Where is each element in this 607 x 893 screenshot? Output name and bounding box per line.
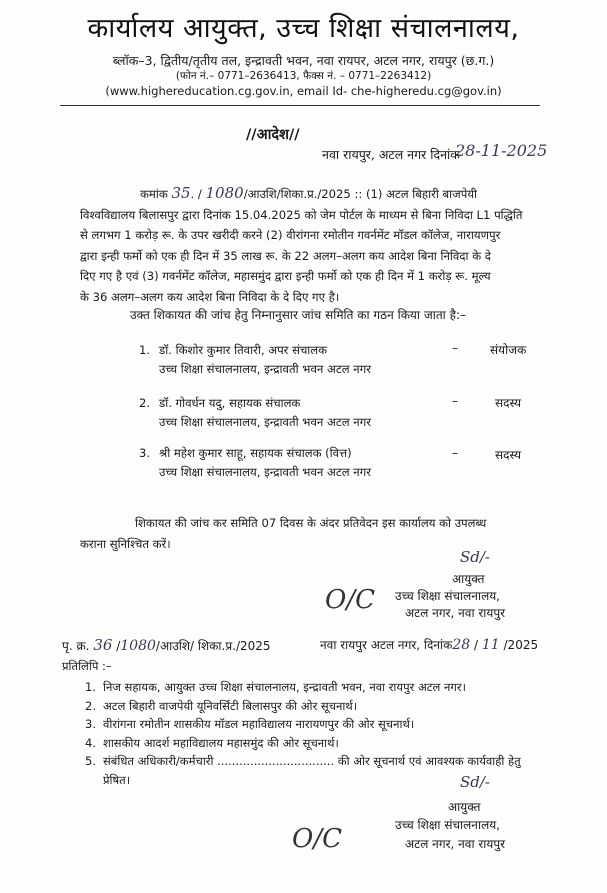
copy-to-number: 4. xyxy=(85,735,96,750)
office-phone-fax: (फोन नं.– 0771–2636413, फैक्स नं. – 0771–2263412) xyxy=(175,70,432,82)
order-body-line: विश्वविद्यालय बिलासपुर द्वारा दिनांक 15.04.2025 को जेम पोर्टल के माध्यम से बिना निविदा L1 पद्धिति xyxy=(80,207,523,222)
copy-to-text: संबंधित अधिकारी/कर्मचारी ................................ की ओर सूचनार्थ एवं आवश्यक कार्यवाही हेतु xyxy=(103,754,521,769)
copy-to-continuation: प्रेषित। xyxy=(103,772,131,787)
endorsement-no-handwritten-2: 1080 xyxy=(120,638,156,654)
committee-member xyxy=(139,444,371,482)
closing-line: शिकायत की जांच कर समिति 07 दिवस के अंदर प्रतिवेदन इस कार्यालय को उपलब्ध xyxy=(135,516,487,530)
endorsement-number-line: पृ. क्र. 36 /1080/आउशि/ शिका.प्र./2025 xyxy=(62,636,271,654)
copy-to-number: 3. xyxy=(85,717,96,732)
order-body xyxy=(80,183,546,307)
endorsement-date-label: नवा रायपुर अटल नगर, दिनांक xyxy=(320,638,453,652)
copy-to-number: 5. xyxy=(85,754,96,769)
committee-member xyxy=(139,394,371,432)
signature-scrawl: Sd/- xyxy=(460,773,490,791)
oc-mark: O/C xyxy=(292,824,342,854)
committee-intro: उक्त शिकायत की जांच हेतु निम्नानुसार जांच समिति का गठन किया जाता है:– xyxy=(130,308,467,322)
copy-to-list xyxy=(85,678,521,790)
endorsement-no-handwritten-1: 36 xyxy=(93,636,113,654)
signatory-designation: आयुक्त xyxy=(448,800,481,814)
signatory-designation: आयुक्त xyxy=(452,572,485,586)
order-no-label: कमांक xyxy=(140,187,168,201)
signatory-place: अटल नगर, नवा रायपुर xyxy=(405,837,506,851)
endorsement-date-month: 11 xyxy=(481,637,500,653)
endorsement-date-day: 28 xyxy=(452,637,471,653)
committee-member xyxy=(139,341,371,379)
order-date-handwritten: 28-11-2025 xyxy=(455,141,548,160)
closing-line: कराना सुनिश्चित करें। xyxy=(80,537,171,551)
copy-to-text: अटल बिहारी वाजपेयी यूनिवर्सिटी बिलासपुर की ओर सूचनार्थ। xyxy=(103,698,358,713)
copy-to-item xyxy=(85,697,521,716)
member-role: सदस्य xyxy=(495,396,522,410)
order-date-label: नवा रायपुर, अटल नगर दिनांक xyxy=(322,147,460,162)
header-divider xyxy=(60,105,540,106)
order-body-line: के 36 अलग–अलग कय आदेश बिना निविदा के दे दिए गए है। xyxy=(80,289,340,304)
order-no-separator: . xyxy=(190,187,195,201)
copy-to-text: शासकीय आदर्श महाविद्यालय महासमुंद की ओर सूचनार्थ। xyxy=(103,735,339,750)
copy-to-item xyxy=(85,752,521,771)
member-role: संयोजक xyxy=(490,343,527,357)
signature-scrawl: Sd/- xyxy=(460,548,490,566)
order-no-handwritten-1: 35 xyxy=(171,184,191,202)
member-number: 1. xyxy=(139,343,151,357)
member-number: 3. xyxy=(139,446,151,460)
signatory-place: अटल नगर, नवा रायपुर xyxy=(405,606,506,620)
copy-to-number: 2. xyxy=(85,698,96,713)
endorsement-no-suffix: /आउशि/ शिका.प्र./2025 xyxy=(155,639,271,653)
member-name: श्री महेश कुमार साहू, सहायक संचालक (वित्त) xyxy=(159,446,352,460)
member-office: उच्च शिक्षा संचालनालय, इन्द्रावती भवन अटल नगर xyxy=(159,465,371,479)
copy-to-item xyxy=(85,715,521,734)
member-office: उच्च शिक्षा संचालनालय, इन्द्रावती भवन अटल नगर xyxy=(159,415,371,429)
member-role: सदस्य xyxy=(495,448,522,462)
member-office: उच्च शिक्षा संचालनालय, इन्द्रावती भवन अटल नगर xyxy=(159,362,371,376)
copy-to-item xyxy=(85,734,521,753)
member-name: डॉ. गोवर्धन यदु, सहायक संचालक xyxy=(159,396,301,410)
copy-to-number: 1. xyxy=(85,680,96,694)
office-web-email: (www.highereducation.cg.gov.in, email Id- che-higheredu.cg@gov.in) xyxy=(105,84,502,98)
order-number-line: कमांक 35. / 1080/आउशि/शिका.प्र./2025 :: (1) अटल बिहारी बाजपेयी xyxy=(140,184,478,202)
member-dash: – xyxy=(452,341,458,355)
member-number: 2. xyxy=(139,396,151,410)
order-body-line: से लगभग 1 करोड़ रू. के उपर खरीदी करने (2) वीरांगना रमोतीन गवर्नमेंट मॉडल कॉलेज, नारायणपुर xyxy=(80,228,501,242)
endorsement-date-year: /2025 xyxy=(503,638,539,652)
member-dash: – xyxy=(452,446,458,460)
copy-to-text: वीरांगना रमोतीन शासकीय मॉडल महाविद्यालय नारायणपुर की ओर सूचनार्थ। xyxy=(103,717,415,732)
endorsement-date-line: नवा रायपुर अटल नगर, दिनांक28 / 11 /2025 xyxy=(320,637,539,653)
signatory-office: उच्च शिक्षा संचालनालय, xyxy=(395,818,500,832)
copy-to-item xyxy=(85,678,521,697)
order-no-handwritten-2: 1080 xyxy=(205,184,244,202)
member-dash: – xyxy=(452,394,458,408)
signatory-office: उच्च शिक्षा संचालनालय, xyxy=(395,589,500,603)
office-address: ब्लॉक–3, द्वितीय/तृतीय तल, इन्द्रावती भवन, नवा रायपर, अटल नगर, रायपुर (छ.ग.) xyxy=(112,53,495,68)
order-heading: //आदेश// xyxy=(246,127,300,143)
office-title: कार्यालय आयुक्त, उच्च शिक्षा संचालनालय, xyxy=(87,13,520,44)
order-body-line: द्वारा इन्ही फर्मो को एक ही दिन में 35 लाख रू. के 22 अलग–अलग कय आदेश बिना निविदा के दे xyxy=(80,248,491,263)
member-name: डॉ. किशोर कुमार तिवारी, अपर संचालक xyxy=(159,343,328,357)
order-no-suffix: /आउशि/शिका.प्र./2025 :: (1) अटल बिहारी बाजपेयी xyxy=(243,187,478,201)
copy-to-heading: प्रतिलिपि :– xyxy=(62,659,112,673)
endorsement-label: पृ. क्र. xyxy=(62,639,90,653)
copy-to-text: निज सहायक, आयुक्त उच्च शिक्षा संचालनालय, इन्द्रावती भवन, नवा रायपुर अटल नगर। xyxy=(103,680,466,694)
order-body-line: दिए गए है एवं (3) गवर्नमेंट कॉलेज, महासमुंद द्वारा इन्ही फर्मो को एक ही दिन में 1 करोड़ रू. मूल्य xyxy=(80,269,491,283)
oc-mark: O/C xyxy=(325,585,375,615)
